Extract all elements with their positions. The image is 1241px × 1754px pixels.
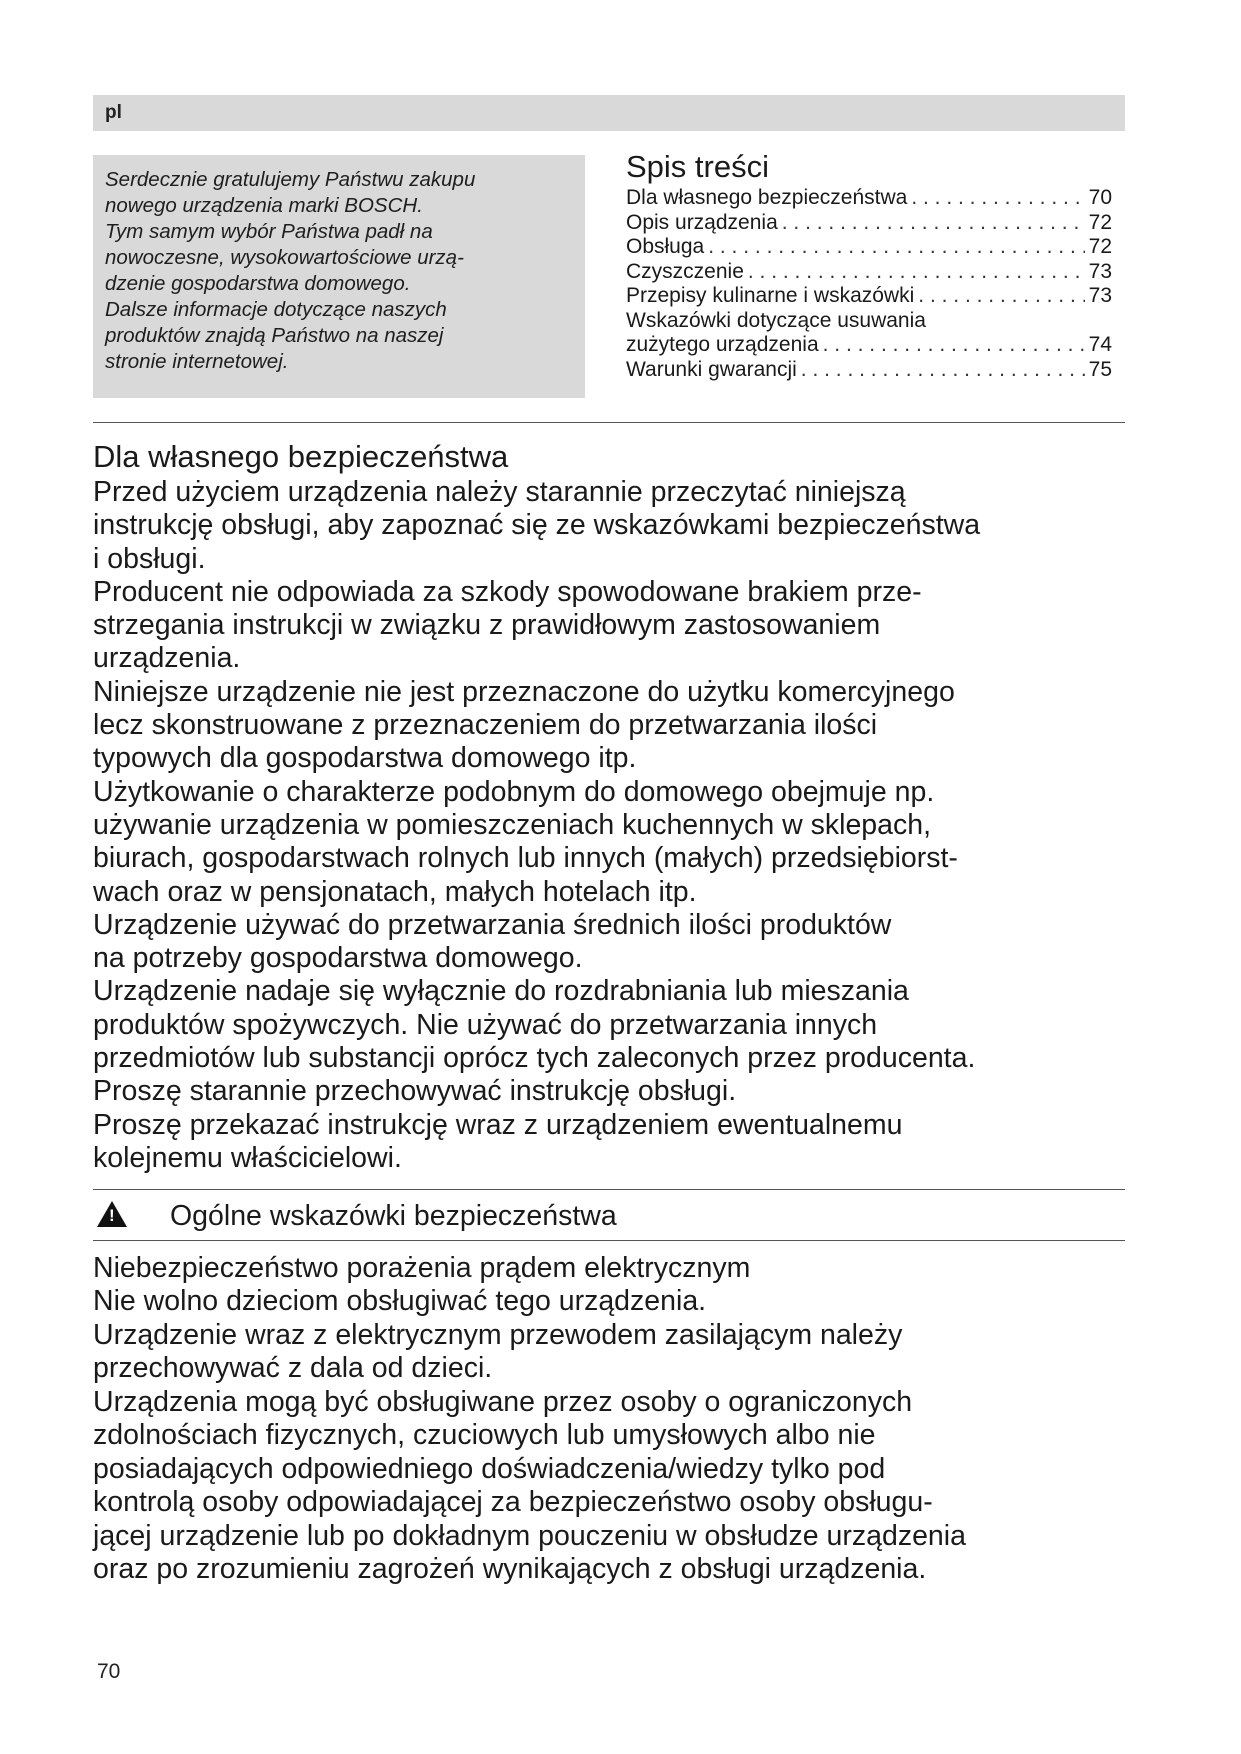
toc-entry-page: 72	[1088, 235, 1112, 258]
body-line: Urządzenie nadaje się wyłącznie do rozdrabniania lub mieszania	[93, 975, 909, 1008]
intro-box	[93, 155, 585, 398]
body-line: używanie urządzenia w pomieszczeniach kuchennych w sklepach,	[93, 808, 932, 841]
intro-line: Tym samym wybór Państwa padł na	[105, 220, 433, 243]
intro-line: Serdecznie gratulujemy Państwu zakupu	[105, 168, 476, 191]
body-line: Urządzenia mogą być obsługiwane przez osoby o ograniczonych	[93, 1385, 913, 1418]
body-line: Proszę starannie przechowywać instrukcję obsługi.	[93, 1075, 737, 1108]
warning-triangle-icon	[97, 1201, 127, 1227]
general-safety-header	[93, 1197, 1125, 1237]
body-line: przechowywać z dala od dzieci.	[93, 1352, 493, 1384]
body-line: Urządzenie używać do przetwarzania średnich ilości produktów	[93, 908, 892, 941]
safety-title: Dla własnego bezpieczeństwa	[93, 439, 509, 474]
body-line: lecz skonstruowane z przeznaczeniem do przetwarzania ilości	[93, 709, 878, 742]
toc-entry-label: Warunki gwarancji	[626, 357, 797, 381]
body-line: typowych dla gospodarstwa domowego itp.	[93, 742, 637, 775]
intro-line: dzenie gospodarstwa domowego.	[105, 272, 411, 295]
intro-line: nowego urządzenia marki BOSCH.	[105, 194, 423, 217]
toc-entry-label: Opis urządzenia	[626, 210, 778, 234]
body-line: Niniejsze urządzenie nie jest przeznaczone do użytku komercyjnego	[93, 675, 955, 708]
intro-line: produktów znajdą Państwo na naszej	[105, 324, 444, 347]
body-line: Urządzenie wraz z elektrycznym przewodem zasilającym należy	[93, 1318, 903, 1351]
toc-entry[interactable]	[626, 358, 1112, 383]
body-line: oraz po zrozumieniu zagrożeń wynikających z obsługi urządzenia.	[93, 1553, 927, 1585]
toc-entry-label: zużytego urządzenia	[626, 333, 819, 356]
toc-entry-label: Dla własnego bezpieczeństwa	[626, 186, 908, 209]
body-line: kolejnemu właścicielowi.	[93, 1141, 402, 1174]
body-line: Nie wolno dzieciom obsługiwać tego urządzenia.	[93, 1285, 707, 1317]
body-line: Użytkowanie o charakterze podobnym do domowego obejmuje np.	[93, 775, 935, 808]
toc-entry[interactable]	[626, 186, 1112, 211]
body-line: Producent nie odpowiada za szkody spowodowane brakiem prze-	[93, 575, 922, 608]
toc-entry-page: 75	[1088, 357, 1112, 381]
safety-section	[93, 438, 1173, 1175]
language-bar	[93, 95, 1125, 131]
safety-lead	[93, 476, 1173, 576]
body-line: przedmiotów lub substancji oprócz tych zaleconych przez producenta.	[93, 1042, 976, 1075]
table-of-contents	[626, 148, 1112, 382]
electric-shock-section	[93, 1252, 1173, 1587]
toc-entry-page: 73	[1088, 259, 1112, 283]
body-line: Proszę przekazać instrukcję wraz z urządzeniem ewentualnemu	[93, 1108, 903, 1141]
toc-title: Spis treści	[626, 149, 769, 184]
toc-entry[interactable]	[626, 260, 1112, 285]
toc-entry-label: Czyszczenie	[626, 259, 744, 283]
toc-entry-page: 73	[1088, 284, 1112, 307]
body-line: jącej urządzenie lub po dokładnym pouczeniu w obsłudze urządzenia	[93, 1519, 966, 1552]
toc-entry-page: 70	[1088, 186, 1112, 209]
intro-line: Dalsze informacje dotyczące naszych	[105, 298, 447, 321]
intro-line: stronie internetowej.	[105, 350, 289, 373]
toc-entry-label: Przepisy kulinarne i wskazówki	[626, 284, 915, 307]
safety-body	[93, 576, 1173, 1175]
body-line: kontrolą osoby odpowiadającej za bezpieczeństwo osoby obsługu-	[93, 1486, 933, 1518]
body-line: posiadających odpowiedniego doświadczenia/wiedzy tylko pod	[93, 1452, 886, 1485]
body-line: produktów spożywczych. Nie używać do przetwarzania innych	[93, 1008, 878, 1041]
toc-entry-page: 72	[1088, 210, 1112, 234]
lead-line: i obsługi.	[93, 542, 206, 575]
general-safety-title: Ogólne wskazówki bezpieczeństwa	[170, 1200, 617, 1232]
body-line: na potrzeby gospodarstwa domowego.	[93, 942, 583, 975]
toc-entry[interactable]	[626, 235, 1112, 260]
divider	[93, 1240, 1125, 1241]
intro-line: nowoczesne, wysokowartościowe urzą-	[105, 246, 464, 269]
electric-shock-title: Niebezpieczeństwo porażenia prądem elektrycznym	[93, 1252, 751, 1284]
lead-line: Przed użyciem urządzenia należy starannie przeczytać niniejszą	[93, 476, 906, 508]
toc-entry[interactable]	[626, 211, 1112, 236]
toc-entry-label-line1: Wskazówki dotyczące usuwania	[626, 308, 926, 332]
body-line: wach oraz w pensjonatach, małych hotelach itp.	[93, 875, 697, 908]
toc-entry[interactable]	[626, 284, 1112, 309]
page-number: 70	[97, 1660, 121, 1683]
body-line: zdolnościach fizycznych, czuciowych lub umysłowych albo nie	[93, 1419, 876, 1451]
body-line: strzegania instrukcji w związku z prawidłowym zastosowaniem	[93, 609, 881, 642]
divider	[93, 422, 1125, 423]
language-code: pl	[105, 102, 122, 123]
body-line: urządzenia.	[93, 642, 241, 675]
toc-entry-page: 74	[1088, 333, 1112, 356]
body-line: biurach, gospodarstwach rolnych lub innych (małych) przedsiębiorst-	[93, 842, 958, 875]
toc-entry[interactable]	[626, 309, 1112, 358]
toc-entry-label: Obsługa	[626, 235, 705, 258]
divider	[93, 1189, 1125, 1190]
lead-line: instrukcję obsługi, aby zapoznać się ze wskazówkami bezpieczeństwa	[93, 509, 981, 542]
